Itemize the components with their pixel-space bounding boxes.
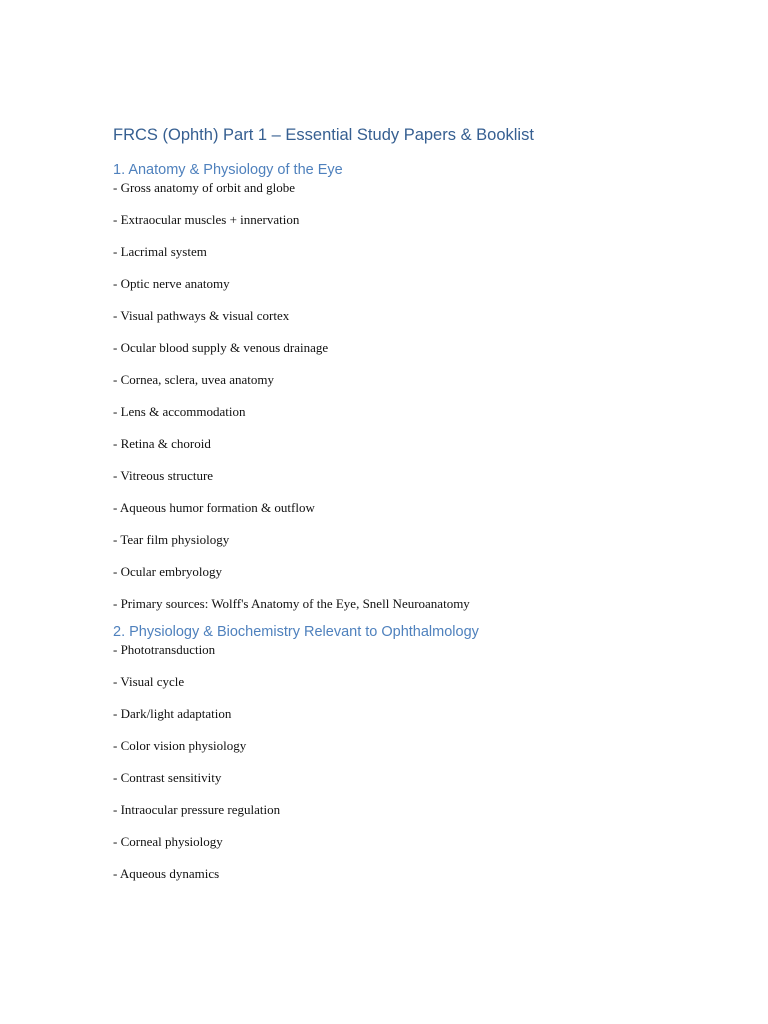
item-list bbox=[113, 180, 768, 612]
list-item: - Color vision physiology bbox=[113, 738, 247, 753]
list-item: - Aqueous dynamics bbox=[113, 866, 220, 881]
list-item: - Tear film physiology bbox=[113, 532, 230, 547]
section-heading: 1. Anatomy & Physiology of the Eye bbox=[113, 162, 343, 178]
list-item: - Ocular embryology bbox=[113, 564, 223, 579]
list-item: - Extraocular muscles + innervation bbox=[113, 212, 300, 227]
list-item: - Optic nerve anatomy bbox=[113, 276, 230, 291]
item-list bbox=[113, 642, 768, 882]
document-title: FRCS (Ophth) Part 1 – Essential Study Papers & Booklist bbox=[113, 126, 534, 144]
list-item: - Phototransduction bbox=[113, 642, 216, 657]
list-item: - Lens & accommodation bbox=[113, 404, 246, 419]
list-item: - Dark/light adaptation bbox=[113, 706, 232, 721]
list-item: - Lacrimal system bbox=[113, 244, 207, 259]
list-item: - Primary sources: Wolff's Anatomy of the Eye, Snell Neuroanatomy bbox=[113, 596, 470, 611]
list-item: - Visual cycle bbox=[113, 674, 185, 689]
list-item: - Ocular blood supply & venous drainage bbox=[113, 340, 329, 355]
list-item: - Vitreous structure bbox=[113, 468, 214, 483]
section-physiology-biochemistry bbox=[113, 622, 768, 882]
list-item: - Aqueous humor formation & outflow bbox=[113, 500, 315, 515]
list-item: - Retina & choroid bbox=[113, 436, 211, 451]
section-heading: 2. Physiology & Biochemistry Relevant to Ophthalmology bbox=[113, 624, 479, 640]
list-item: - Corneal physiology bbox=[113, 834, 223, 849]
list-item: - Gross anatomy of orbit and globe bbox=[113, 180, 295, 195]
list-item: - Intraocular pressure regulation bbox=[113, 802, 281, 817]
list-item: - Cornea, sclera, uvea anatomy bbox=[113, 372, 274, 387]
section-anatomy-physiology bbox=[113, 160, 768, 612]
list-item: - Contrast sensitivity bbox=[113, 770, 222, 785]
list-item: - Visual pathways & visual cortex bbox=[113, 308, 290, 323]
